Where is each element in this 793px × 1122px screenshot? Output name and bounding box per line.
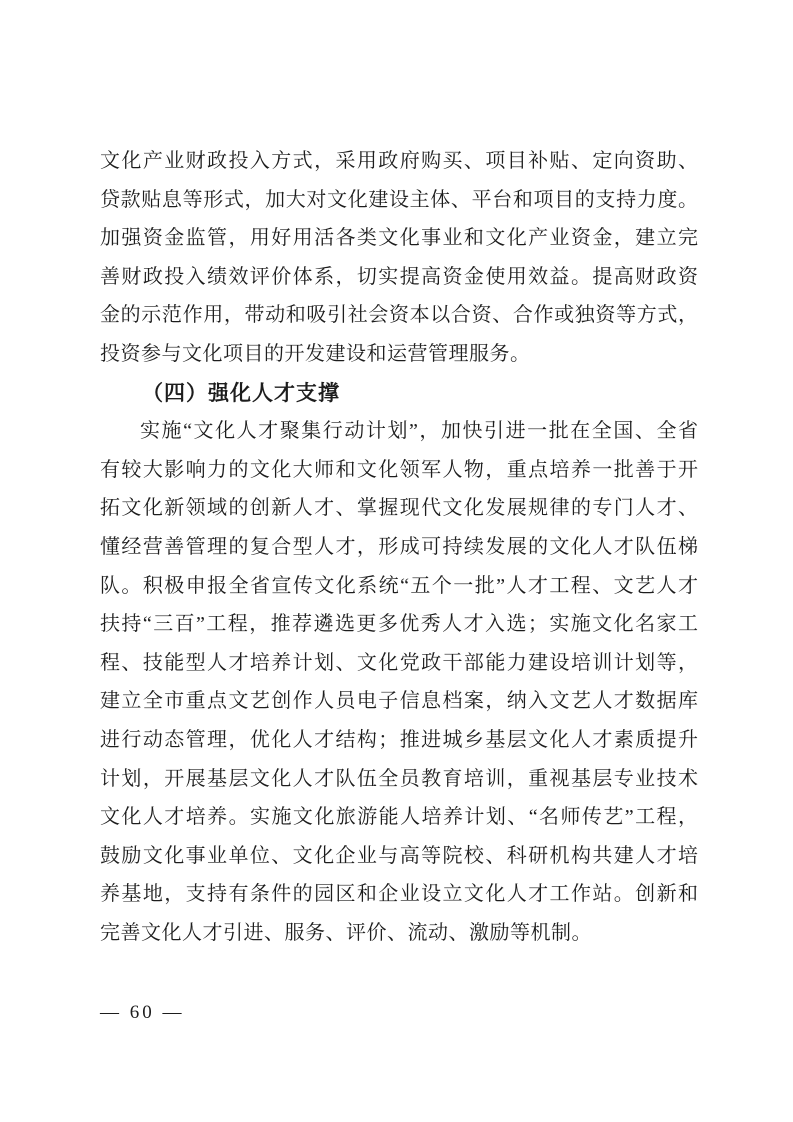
text-line: 投资参与文化项目的开发建设和运营管理服务。: [100, 342, 531, 365]
text-line: 进行动态管理，优化人才结构；推进城乡基层文化人才素质提升: [100, 728, 698, 751]
text-line: 养基地，支持有条件的园区和企业设立文化人才工作站。创新和: [100, 883, 698, 906]
text-line: 懂经营善管理的复合型人才，形成可持续发展的文化人才队伍梯: [100, 535, 698, 558]
text-line: 有较大影响力的文化大师和文化领军人物，重点培养一批善于开: [100, 458, 698, 481]
section-heading: （四）强化人才支撑: [142, 380, 340, 405]
text-line: 拓文化新领域的创新人才、掌握现代文化发展规律的专门人才、: [100, 497, 698, 520]
text-line: 建立全市重点文艺创作人员电子信息档案，纳入文艺人才数据库: [100, 690, 698, 713]
text-line: 文化人才培养。实施文化旅游能人培养计划、“名师传艺”工程，: [100, 806, 698, 829]
text-line: 加强资金监管，用好用活各类文化事业和文化产业资金，建立完: [100, 227, 698, 250]
text-line: 计划，开展基层文化人才队伍全员教育培训，重视基层专业技术: [100, 767, 698, 790]
text-line: 完善文化人才引进、服务、评价、流动、激励等机制。: [100, 921, 592, 944]
text-line: 金的示范作用，带动和吸引社会资本以合资、合作或独资等方式，: [100, 304, 698, 327]
text-line: 善财政投入绩效评价体系，切实提高资金使用效益。提高财政资: [100, 265, 698, 288]
text-line: 扶持“三百”工程，推荐遴选更多优秀人才入选；实施文化名家工: [100, 613, 698, 636]
text-line: 实施“文化人才聚集行动计划”，加快引进一批在全国、全省: [140, 420, 698, 443]
text-line: 程、技能型人才培养计划、文化党政干部能力建设培训计划等，: [100, 651, 698, 674]
text-line: 队。积极申报全省宣传文化系统“五个一批”人才工程、文艺人才: [100, 574, 698, 597]
text-line: 贷款贴息等形式，加大对文化建设主体、平台和项目的支持力度。: [100, 188, 698, 211]
text-block: [100, 142, 698, 952]
text-line: 文化产业财政投入方式，采用政府购买、项目补贴、定向资助、: [100, 150, 698, 172]
page-number: — 60 —: [100, 1002, 185, 1023]
text-line: 鼓励文化事业单位、文化企业与高等院校、科研机构共建人才培: [100, 844, 698, 867]
